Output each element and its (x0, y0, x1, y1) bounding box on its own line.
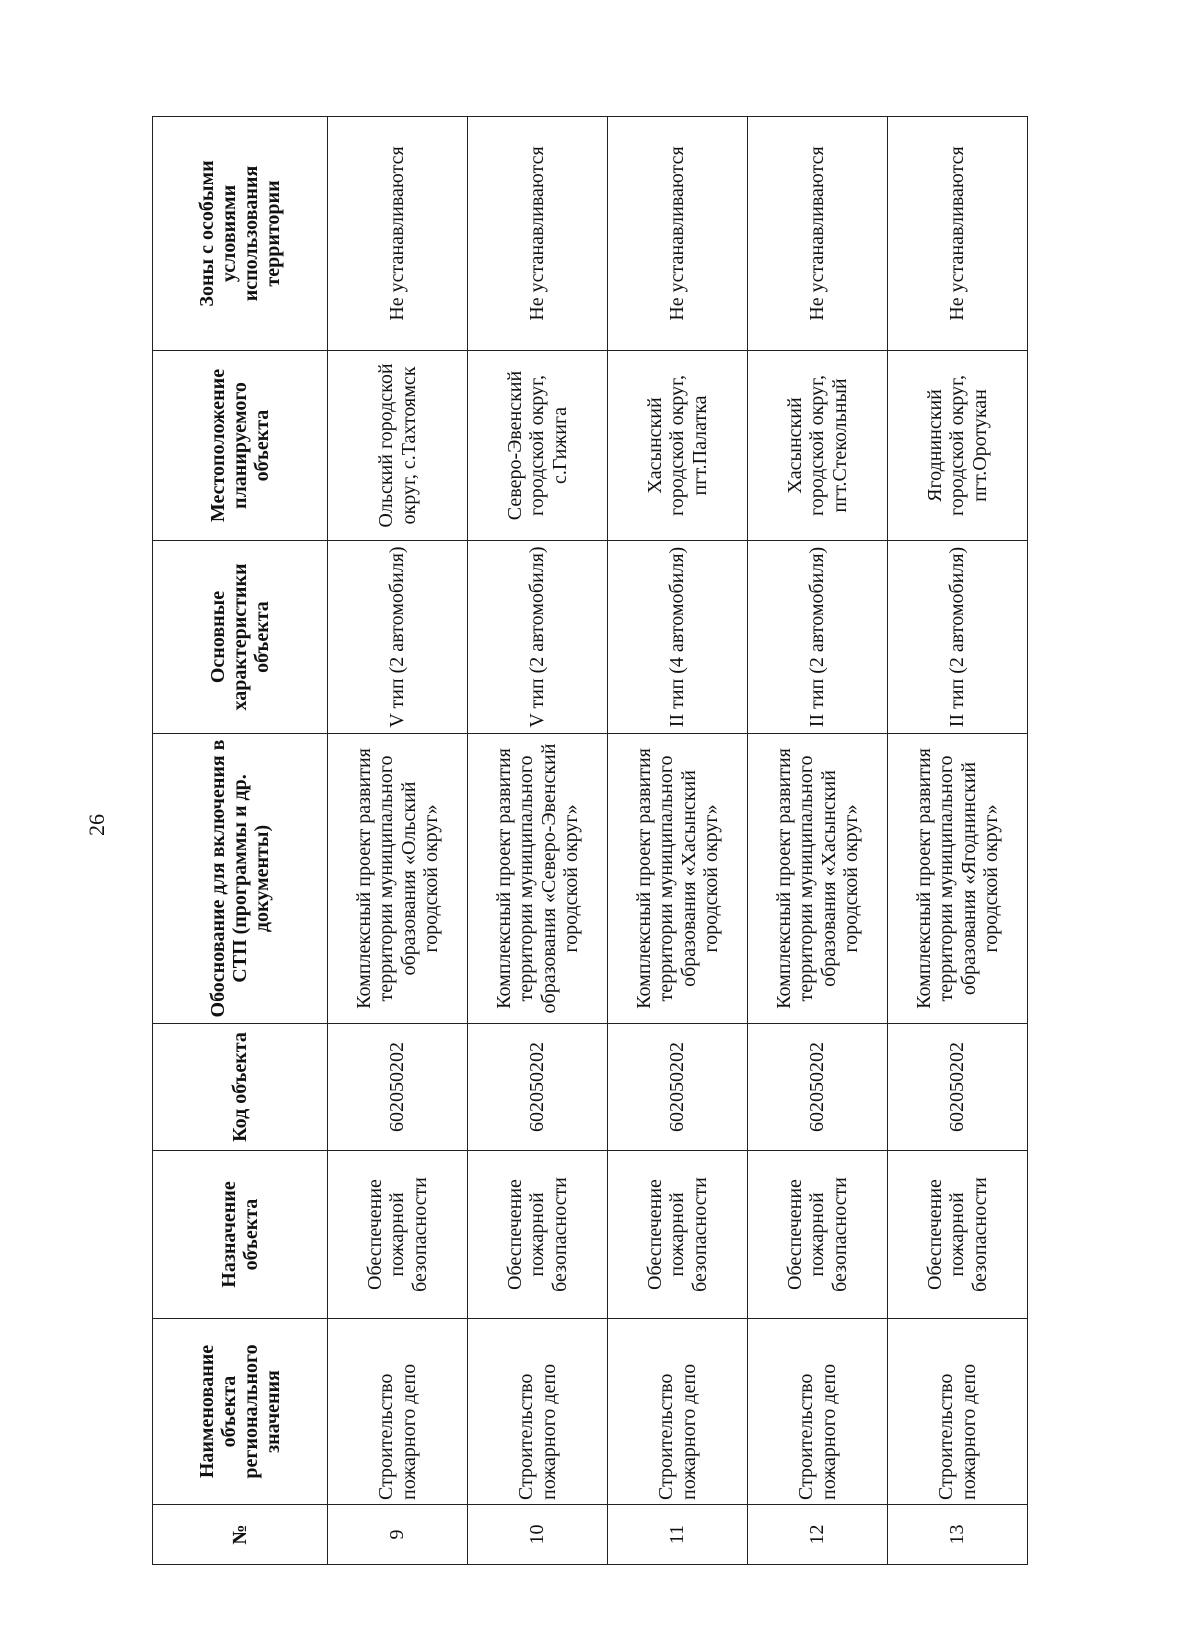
cell-code: 602050202 (328, 1024, 468, 1151)
table-row (468, 117, 608, 1565)
cell-characteristics: V тип (2 автомобиля) (328, 541, 468, 734)
rotated-table-wrapper (152, 117, 1027, 1565)
cell-number: 13 (888, 1505, 1028, 1565)
cell-number: 10 (468, 1505, 608, 1565)
cell-location: Северо-Эвенский городской округ, с.Гижига (468, 351, 608, 541)
cell-code: 602050202 (608, 1024, 748, 1151)
cell-zones: Не устанавливаются (468, 117, 608, 351)
cell-name: Строительство пожарного депо (748, 1319, 888, 1505)
cell-location: Ягоднинский городской округ, пгт.Оротукан (888, 351, 1028, 541)
cell-location: Ольский городской округ, с.Тахтоямск (328, 351, 468, 541)
cell-zones: Не устанавливаются (888, 117, 1028, 351)
cell-name: Строительство пожарного депо (888, 1319, 1028, 1505)
header-name: Наименование объекта регионального значения (153, 1319, 328, 1505)
cell-basis: Комплексный проект развития территории муниципального образования «Хасынский городской округ» (748, 734, 888, 1024)
cell-zones: Не устанавливаются (748, 117, 888, 351)
header-basis: Обоснование для включения в СТП (программы и др. документы) (153, 734, 328, 1024)
cell-number: 9 (328, 1505, 468, 1565)
header-purpose: Назначение объекта (153, 1151, 328, 1319)
cell-purpose: Обеспечение пожарной безопасности (748, 1151, 888, 1319)
cell-purpose: Обеспечение пожарной безопасности (888, 1151, 1028, 1319)
cell-basis: Комплексный проект развития территории муниципального образования «Северо-Эвенский городской округ» (468, 734, 608, 1024)
cell-characteristics: V тип (2 автомобиля) (468, 541, 608, 734)
objects-table (152, 116, 1028, 1565)
cell-basis: Комплексный проект развития территории муниципального образования «Хасынский городской округ» (608, 734, 748, 1024)
cell-code: 602050202 (468, 1024, 608, 1151)
cell-name: Строительство пожарного депо (328, 1319, 468, 1505)
page-number: 26 (84, 814, 109, 836)
cell-characteristics: II тип (4 автомобиля) (608, 541, 748, 734)
cell-basis: Комплексный проект развития территории муниципального образования «Ягоднинский городской округ» (888, 734, 1028, 1024)
table-row (328, 117, 468, 1565)
cell-zones: Не устанавливаются (328, 117, 468, 351)
table-row (888, 117, 1028, 1565)
cell-purpose: Обеспечение пожарной безопасности (328, 1151, 468, 1319)
cell-location: Хасынский городской округ, пгт.Стекольный (748, 351, 888, 541)
table-row (608, 117, 748, 1565)
cell-number: 11 (608, 1505, 748, 1565)
cell-code: 602050202 (888, 1024, 1028, 1151)
cell-code: 602050202 (748, 1024, 888, 1151)
header-number: № (153, 1505, 328, 1565)
cell-characteristics: II тип (2 автомобиля) (888, 541, 1028, 734)
cell-number: 12 (748, 1505, 888, 1565)
cell-location: Хасынский городской округ, пгт.Палатка (608, 351, 748, 541)
header-characteristics: Основные характеристики объекта (153, 541, 328, 734)
cell-name: Строительство пожарного депо (608, 1319, 748, 1505)
header-code: Код объекта (153, 1024, 328, 1151)
cell-purpose: Обеспечение пожарной безопасности (468, 1151, 608, 1319)
header-location: Местоположение планируемого объекта (153, 351, 328, 541)
table-header-row (153, 117, 328, 1565)
cell-characteristics: II тип (2 автомобиля) (748, 541, 888, 734)
cell-zones: Не устанавливаются (608, 117, 748, 351)
cell-name: Строительство пожарного депо (468, 1319, 608, 1505)
cell-purpose: Обеспечение пожарной безопасности (608, 1151, 748, 1319)
cell-basis: Комплексный проект развития территории муниципального образования «Ольский городской округ» (328, 734, 468, 1024)
header-zones: Зоны с особыми условиями использования территории (153, 117, 328, 351)
table-row (748, 117, 888, 1565)
